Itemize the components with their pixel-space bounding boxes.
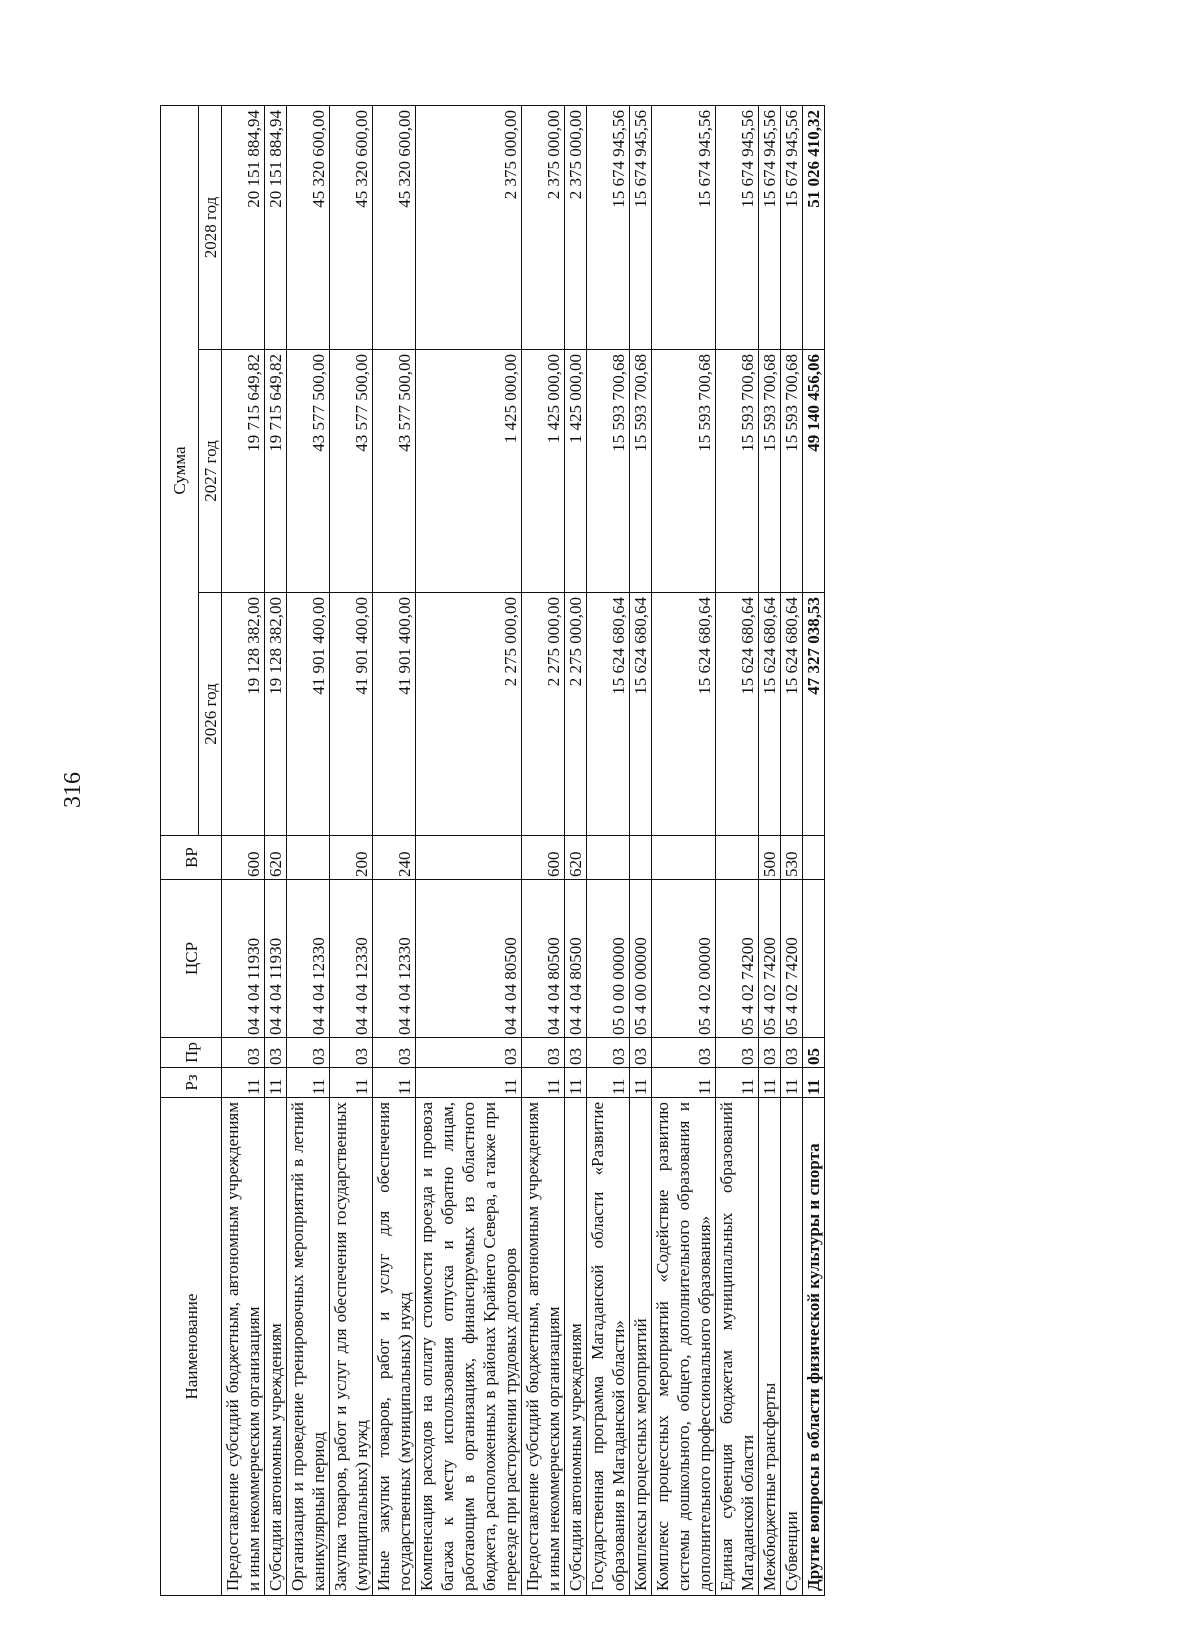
row-sum-2026: 15 624 680,64 — [652, 593, 716, 836]
row-rz: 11 — [222, 1068, 265, 1098]
row-rz: 11 — [330, 1068, 373, 1098]
row-name: Организация и проведение тренировочных мероприятий в летний каникулярный период — [287, 1098, 330, 1596]
row-vr: 530 — [781, 836, 803, 880]
row-sum-2026: 41 901 400,00 — [287, 593, 330, 836]
row-sum-2028: 20 151 884,94 — [222, 106, 265, 350]
table-row — [287, 106, 330, 1596]
row-name: Единая субвенция бюджетам муниципальных образований Магаданской области — [716, 1098, 759, 1596]
table-row — [781, 106, 803, 1596]
row-rz: 11 — [416, 1068, 522, 1098]
row-csr: 05 4 02 00000 — [652, 880, 716, 1038]
row-name: Компенсация расходов на оплату стоимости проезда и провоза багажа к месту использования отпуска и обратно лицам, работающим в организациях, финансируемых из областного бюджета, расположенных в районах Крайнего Севера, а также при переезде при расторжении трудовых договоров — [416, 1098, 522, 1596]
row-pr: 03 — [781, 1038, 803, 1068]
row-name: Предоставление субсидий бюджетным, автономным учреждениям и иным некоммерческим организациям — [522, 1098, 565, 1596]
row-csr: 05 0 00 00000 — [587, 880, 630, 1038]
row-csr: 05 4 02 74200 — [781, 880, 803, 1038]
row-sum-2028: 51 026 410,32 — [803, 106, 825, 350]
row-sum-2027: 19 715 649,82 — [222, 350, 265, 593]
row-name: Государственная программа Магаданской области «Развитие образования в Магаданской области» — [587, 1098, 630, 1596]
row-vr — [630, 836, 652, 880]
row-csr: 04 4 04 80500 — [565, 880, 587, 1038]
row-pr: 03 — [287, 1038, 330, 1068]
row-sum-2028: 45 320 600,00 — [330, 106, 373, 350]
row-sum-2026: 19 128 382,00 — [265, 593, 287, 836]
row-rz: 11 — [803, 1068, 825, 1098]
row-pr: 03 — [522, 1038, 565, 1068]
row-rz: 11 — [652, 1068, 716, 1098]
row-sum-2028: 15 674 945,56 — [716, 106, 759, 350]
row-sum-2028: 20 151 884,94 — [265, 106, 287, 350]
row-rz: 11 — [287, 1068, 330, 1098]
page-number: 316 — [60, 772, 86, 808]
table-row — [330, 106, 373, 1596]
row-sum-2027: 43 577 500,00 — [373, 350, 416, 593]
row-sum-2026: 15 624 680,64 — [587, 593, 630, 836]
row-pr: 05 — [803, 1038, 825, 1068]
table-row — [587, 106, 630, 1596]
row-vr — [803, 836, 825, 880]
row-sum-2026: 15 624 680,64 — [630, 593, 652, 836]
row-name: Субсидии автономным учреждениям — [265, 1098, 287, 1596]
row-sum-2028: 15 674 945,56 — [759, 106, 781, 350]
row-sum-2027: 15 593 700,68 — [630, 350, 652, 593]
row-pr: 03 — [265, 1038, 287, 1068]
table-row — [565, 106, 587, 1596]
row-csr: 04 4 04 11930 — [265, 880, 287, 1038]
row-vr — [652, 836, 716, 880]
row-csr: 04 4 04 12330 — [330, 880, 373, 1038]
header-vr: ВР — [161, 836, 222, 880]
table-row-total — [803, 106, 825, 1596]
row-sum-2028: 2 375 000,00 — [416, 106, 522, 350]
table-row — [522, 106, 565, 1596]
row-sum-2028: 15 674 945,56 — [587, 106, 630, 350]
table-row — [759, 106, 781, 1596]
header-pr: Пр — [161, 1038, 222, 1068]
header-2028: 2028 год — [199, 106, 222, 350]
row-vr: 600 — [522, 836, 565, 880]
header-2027: 2027 год — [199, 350, 222, 593]
row-vr: 620 — [265, 836, 287, 880]
row-csr: 04 4 04 80500 — [416, 880, 522, 1038]
row-vr — [287, 836, 330, 880]
table-row — [652, 106, 716, 1596]
row-pr: 03 — [716, 1038, 759, 1068]
row-pr: 03 — [330, 1038, 373, 1068]
row-sum-2026: 2 275 000,00 — [522, 593, 565, 836]
row-sum-2028: 15 674 945,56 — [781, 106, 803, 350]
row-sum-2028: 45 320 600,00 — [287, 106, 330, 350]
table-row — [416, 106, 522, 1596]
row-sum-2028: 45 320 600,00 — [373, 106, 416, 350]
table-row — [222, 106, 265, 1596]
row-pr: 03 — [565, 1038, 587, 1068]
row-rz: 11 — [522, 1068, 565, 1098]
row-vr — [587, 836, 630, 880]
row-name: Комплексы процессных мероприятий — [630, 1098, 652, 1596]
row-vr: 500 — [759, 836, 781, 880]
header-2026: 2026 год — [199, 593, 222, 836]
row-sum-2026: 41 901 400,00 — [373, 593, 416, 836]
row-sum-2027: 49 140 456,06 — [803, 350, 825, 593]
row-sum-2027: 15 593 700,68 — [652, 350, 716, 593]
row-pr: 03 — [630, 1038, 652, 1068]
row-name: Субсидии автономным учреждениям — [565, 1098, 587, 1596]
row-sum-2028: 15 674 945,56 — [630, 106, 652, 350]
row-name: Предоставление субсидий бюджетным, автономным учреждениям и иным некоммерческим организациям — [222, 1098, 265, 1596]
row-rz: 11 — [587, 1068, 630, 1098]
budget-table-rotated — [160, 106, 1040, 1596]
row-sum-2027: 1 425 000,00 — [522, 350, 565, 593]
row-name: Межбюджетные трансферты — [759, 1098, 781, 1596]
row-sum-2026: 47 327 038,53 — [803, 593, 825, 836]
table-row — [630, 106, 652, 1596]
row-sum-2027: 15 593 700,68 — [587, 350, 630, 593]
row-vr — [716, 836, 759, 880]
row-vr: 200 — [330, 836, 373, 880]
row-rz: 11 — [716, 1068, 759, 1098]
row-rz: 11 — [565, 1068, 587, 1098]
row-sum-2027: 15 593 700,68 — [759, 350, 781, 593]
row-sum-2026: 41 901 400,00 — [330, 593, 373, 836]
row-csr: 05 4 02 74200 — [759, 880, 781, 1038]
row-pr: 03 — [759, 1038, 781, 1068]
row-sum-2026: 2 275 000,00 — [565, 593, 587, 836]
row-csr: 05 4 02 74200 — [716, 880, 759, 1038]
row-name: Субвенции — [781, 1098, 803, 1596]
row-sum-2027: 43 577 500,00 — [287, 350, 330, 593]
row-csr: 05 4 00 00000 — [630, 880, 652, 1038]
row-pr: 03 — [416, 1038, 522, 1068]
table-body — [222, 106, 825, 1596]
row-sum-2026: 15 624 680,64 — [716, 593, 759, 836]
row-sum-2027: 1 425 000,00 — [565, 350, 587, 593]
row-sum-2027: 15 593 700,68 — [781, 350, 803, 593]
header-name: Наименование — [161, 1098, 222, 1596]
row-csr — [803, 880, 825, 1038]
row-sum-2026: 15 624 680,64 — [759, 593, 781, 836]
row-sum-2028: 2 375 000,00 — [522, 106, 565, 350]
row-rz: 11 — [630, 1068, 652, 1098]
row-vr — [416, 836, 522, 880]
row-pr: 03 — [652, 1038, 716, 1068]
row-csr: 04 4 04 80500 — [522, 880, 565, 1038]
row-pr: 03 — [373, 1038, 416, 1068]
row-name: Другие вопросы в области физической культуры и спорта — [803, 1098, 825, 1596]
row-name: Комплекс процессных мероприятий «Содействие развитию системы дошкольного, общего, дополнительного образования и дополнительного профессионального образования» — [652, 1098, 716, 1596]
row-sum-2027: 1 425 000,00 — [416, 350, 522, 593]
row-sum-2028: 15 674 945,56 — [652, 106, 716, 350]
row-sum-2026: 15 624 680,64 — [781, 593, 803, 836]
row-csr: 04 4 04 12330 — [373, 880, 416, 1038]
row-csr: 04 4 04 12330 — [287, 880, 330, 1038]
row-vr: 240 — [373, 836, 416, 880]
row-name: Иные закупки товаров, работ и услуг для обеспечения государственных (муниципальных) нужд — [373, 1098, 416, 1596]
row-sum-2026: 19 128 382,00 — [222, 593, 265, 836]
row-name: Закупка товаров, работ и услуг для обеспечения государственных (муниципальных) нужд — [330, 1098, 373, 1596]
row-pr: 03 — [222, 1038, 265, 1068]
row-rz: 11 — [759, 1068, 781, 1098]
row-rz: 11 — [373, 1068, 416, 1098]
row-sum-2027: 19 715 649,82 — [265, 350, 287, 593]
table-row — [716, 106, 759, 1596]
row-sum-2027: 15 593 700,68 — [716, 350, 759, 593]
row-sum-2028: 2 375 000,00 — [565, 106, 587, 350]
budget-table — [160, 105, 825, 1596]
row-vr: 600 — [222, 836, 265, 880]
table-row — [265, 106, 287, 1596]
row-csr: 04 4 04 11930 — [222, 880, 265, 1038]
header-csr: ЦСР — [161, 880, 222, 1038]
row-rz: 11 — [781, 1068, 803, 1098]
header-sum: Сумма — [161, 106, 199, 836]
row-sum-2026: 2 275 000,00 — [416, 593, 522, 836]
row-rz: 11 — [265, 1068, 287, 1098]
header-rz: Рз — [161, 1068, 222, 1098]
row-pr: 03 — [587, 1038, 630, 1068]
row-sum-2027: 43 577 500,00 — [330, 350, 373, 593]
table-row — [373, 106, 416, 1596]
row-vr: 620 — [565, 836, 587, 880]
